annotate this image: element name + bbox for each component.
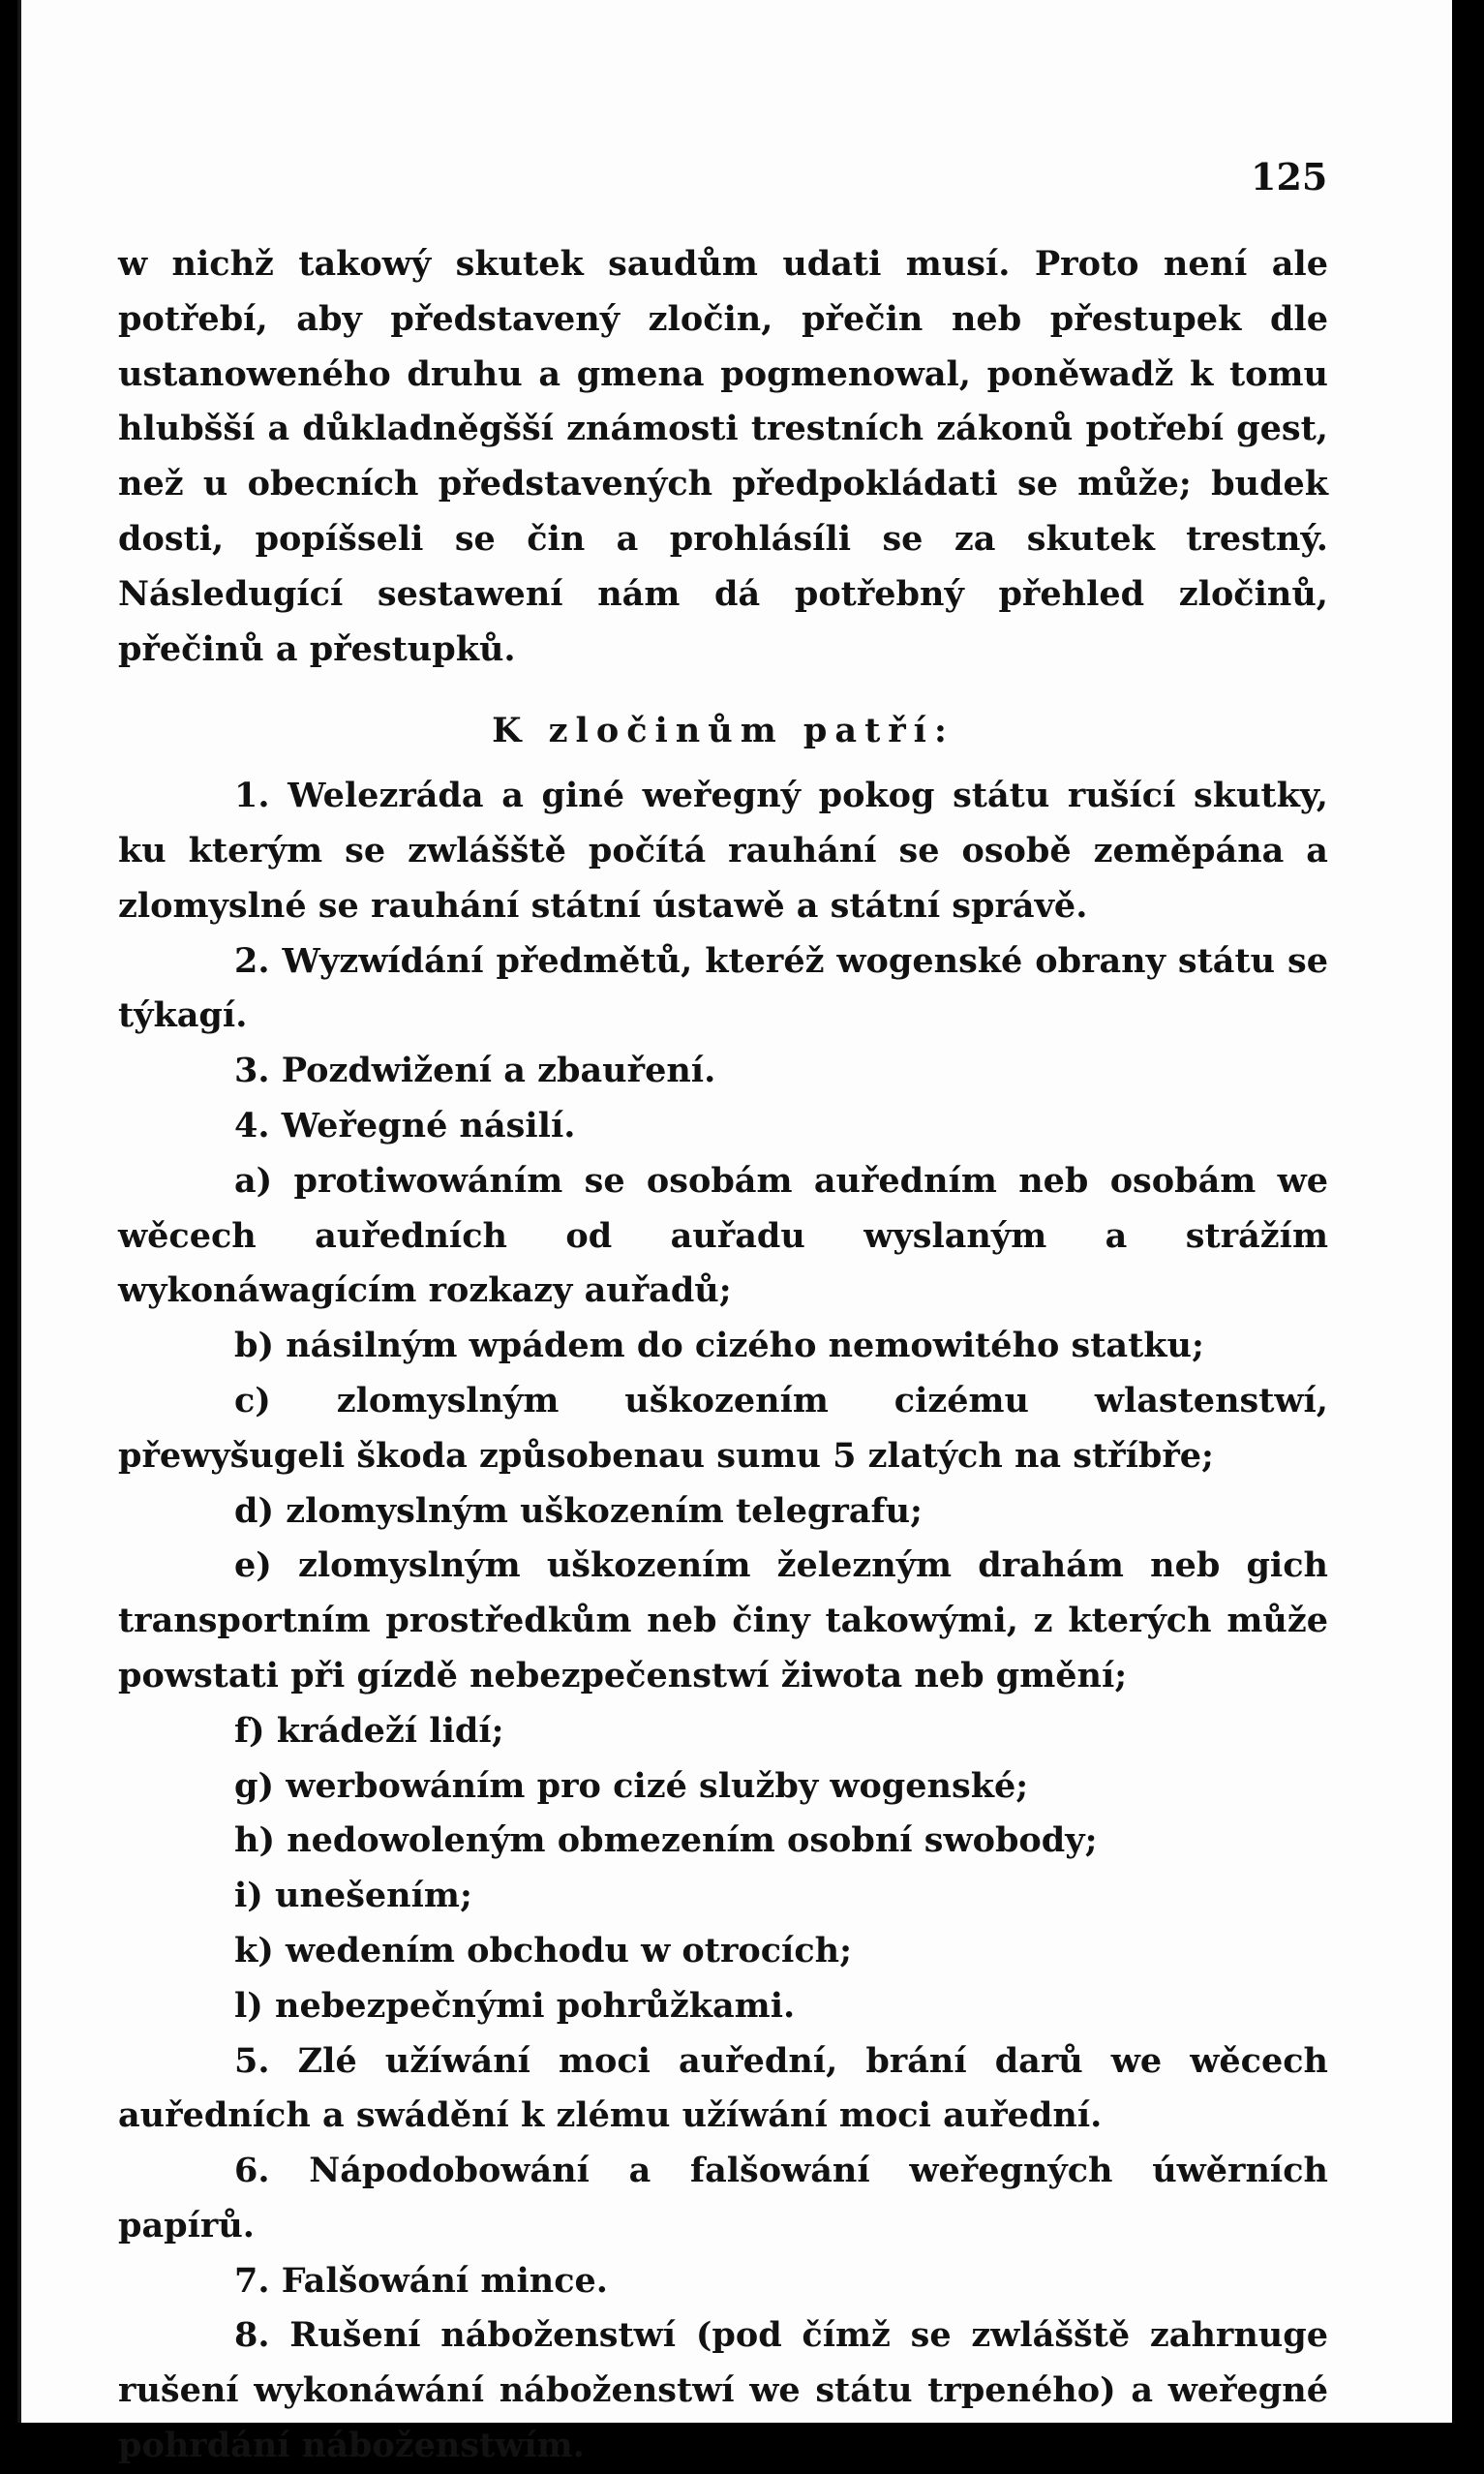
list-item: 1. Welezráda a giné weřegný pokog státu rušící skutky, ku kterým se zwlášště počítá rauhání se osobě zeměpána a zlomyslné se rauhání státní ústawě a státní správě. bbox=[118, 776, 1328, 926]
list-item: 7. Falšowání mince. bbox=[234, 2260, 608, 2301]
section-heading: K zločinům patří: bbox=[492, 711, 954, 751]
sub-item: h) nedowoleným obmezením osobní swobody; bbox=[234, 1820, 1098, 1861]
list-item: 3. Pozdwižení a zbauření. bbox=[234, 1051, 716, 1091]
sub-item: a) protiwowáním se osobám auředním neb osobám we wěcech auředních od auřadu wyslaným a strážím wykonáwagícím rozkazy auřadů; bbox=[118, 1160, 1328, 1311]
page-number: 125 bbox=[1251, 155, 1328, 199]
list-item: 2. Wyzwídání předmětů, kteréž wogenské obrany státu se týkagí. bbox=[118, 940, 1328, 1036]
sub-item: c) zlomyslným uškozením cizému wlastenstwí, přewyšugeli škoda způsobenau sumu 5 zlatých na stříbře; bbox=[118, 1380, 1328, 1476]
sub-item: l) nebezpečnými pohrůžkami. bbox=[234, 1985, 796, 2026]
sub-item: d) zlomyslným uškozením telegrafu; bbox=[234, 1490, 923, 1531]
sub-item: i) unešením; bbox=[234, 1876, 472, 1916]
intro-paragraph: w nichž takowý skutek saudům udati musí. Proto není ale potřebí, aby představený zločin, přečin neb přestupek dle ustanoweného druhu a gmena pogmenowal, poněwadž k tomu hlubšší a důkladněgšší známosti trestních zákonů potřebí gest, než u obecních představených předpokládati se může; budek dosti, popíšseli se čin a prohlásíli se za skutek trestný. Následugící sestawení nám dá potřebný přehled zločinů, přečinů a přestupků. bbox=[118, 244, 1328, 669]
list-item: 6. Nápodobowání a falšowání weřegných úwěrních papírů. bbox=[118, 2151, 1328, 2245]
page-body bbox=[118, 237, 1328, 2474]
sub-item: e) zlomyslným uškozením železným drahám neb gich transportním prostředkům neb činy takowými, z kterých může powstati při gízdě nebezpečenstwí žiwota neb gmění; bbox=[118, 1545, 1328, 1695]
sub-item: g) werbowáním pro cizé služby wogenské; bbox=[234, 1765, 1029, 1806]
sub-item: b) násilným wpádem do cizého nemowitého statku; bbox=[234, 1326, 1204, 1366]
sub-item: f) krádeží lidí; bbox=[234, 1710, 504, 1751]
book-page bbox=[21, 0, 1452, 2466]
sub-item: k) wedením obchodu w otrocích; bbox=[234, 1930, 853, 1970]
list-item: 4. Weřegné násilí. bbox=[234, 1105, 576, 1145]
list-item: 5. Zlé užíwání moci auřední, brání darů we wěcech auředních a swádění k zlému užíwání moci auřední. bbox=[118, 2040, 1328, 2136]
list-item: 8. Rušení náboženstwí (pod čímž se zwlášště zahrnuge rušení wykonáwání náboženstwí we státu trpeného) a weřegné pohrdání náboženstwím. bbox=[118, 2315, 1328, 2466]
